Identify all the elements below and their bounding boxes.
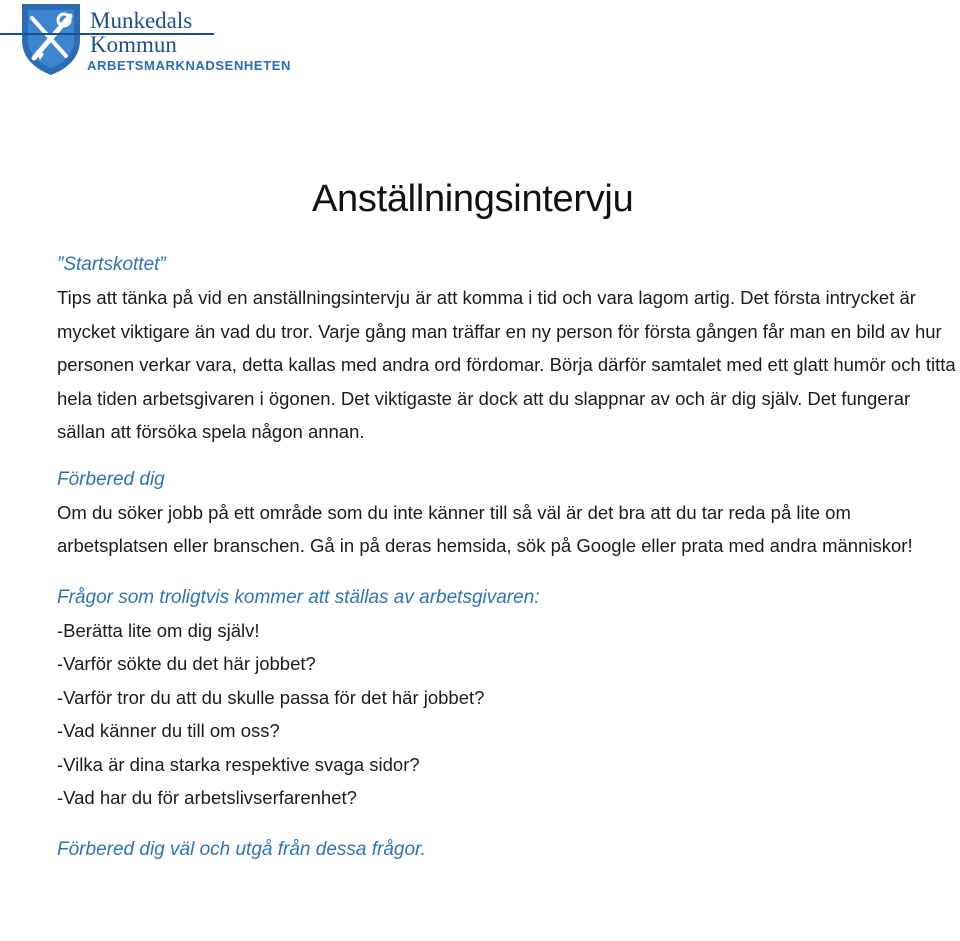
logo-name-line2: Kommun	[90, 32, 177, 57]
section-paragraph-startskottet: Tips att tänka på vid en anställningsintervju är att komma i tid och vara lagom artig. Det första intrycket är mycket viktigare än vad du tror. Varje gång man träffar en ny person för första gången får man en bild av hur personen verkar vara, detta kallas med andra ord fördomar. Börja därför samtalet med ett glatt humör och titta hela tiden arbetsgivaren i ögonen. Det viktigaste är dock att du slappnar av och är dig själv. Det fungerar sällan att försöka spela någon annan.	[57, 287, 956, 442]
page-title: Anställningsintervju	[312, 178, 634, 220]
list-item: -Vilka är dina starka respektive svaga sidor?	[57, 753, 420, 775]
list-item: -Varför tror du att du skulle passa för det här jobbet?	[57, 686, 485, 708]
section-heading-startskottet: ”Startskottet”	[57, 254, 166, 275]
list-item: -Vad känner du till om oss?	[57, 720, 280, 741]
list-item: -Vad har du för arbetslivserfarenhet?	[57, 787, 357, 808]
questions-list	[57, 614, 959, 815]
logo-name-line1: Munkedals	[90, 8, 193, 33]
logo-unit: ARBETSMARKNADSENHETEN	[87, 58, 291, 73]
list-item: -Varför sökte du det här jobbet?	[57, 653, 316, 674]
coat-of-arms-icon	[14, 0, 88, 76]
section-paragraph-forbered: Om du söker jobb på ett område som du inte känner till så väl är det bra att du tar reda på lite om arbetsplatsen eller branschen. Gå in på deras hemsida, sök på Google eller prata med andra människor!	[57, 501, 913, 556]
list-item: -Berätta lite om dig själv!	[57, 619, 260, 641]
questions-heading: Frågor som troligtvis kommer att ställas av arbetsgivaren:	[57, 586, 540, 608]
document-body	[57, 248, 959, 866]
municipality-logo	[0, 0, 320, 80]
closing-line: Förbered dig väl och utgå från dessa frågor.	[57, 838, 426, 860]
section-heading-forbered: Förbered dig	[57, 468, 165, 490]
